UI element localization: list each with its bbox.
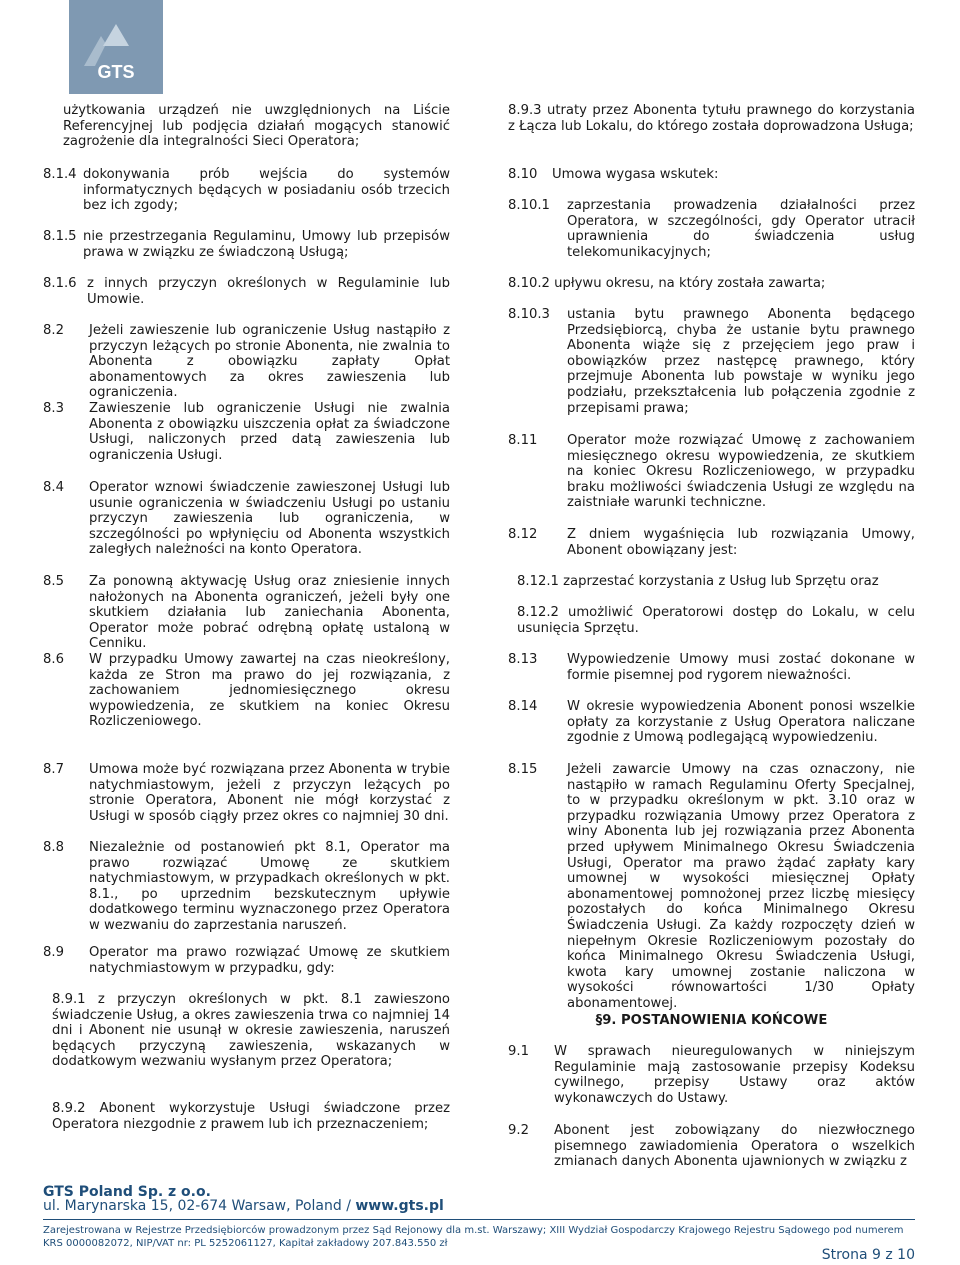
- paragraph-text: Zawieszenie lub ograniczenie Usługi nie zwalnia Abonenta z obowiązku uiszczenia opłat za świadczone Usługi, naliczonych przed datą zawieszenia lub ograniczenia Usługi.: [89, 401, 450, 463]
- item-number: 8.3: [43, 401, 64, 416]
- list-item: [508, 307, 915, 416]
- paragraph-text: Jeżeli zawieszenie lub ograniczenie Usług nastąpiło z przyczyn leżących po stronie Abonenta, nie zwalnia to Abonenta z obowiązku zapłaty Opłat abonamentowych za okres zawieszenia lub ograniczenia.: [89, 323, 450, 401]
- list-item: [43, 992, 450, 1070]
- list-item: [43, 652, 450, 730]
- paragraph-text: Operator może rozwiązać Umowę z zachowaniem miesięcznego okresu wypowiedzenia, ze skutkiem na koniec Okresu Rozliczeniowego, w przypadku braku możliwości świadczenia Usługi ze względu na zaistniałe warunki techniczne.: [567, 433, 915, 511]
- paragraph-text: Operator wznowi świadczenie zawieszonej Usługi lub usunie ograniczenia w świadczeniu Usługi po ustaniu przyczyn zawieszenia lub ograniczenia, w szczególności po wpłynięciu od Abonenta wszystkich zaległych należności na konto Operatora.: [89, 480, 450, 558]
- paragraph-text: Z dniem wygaśnięcia lub rozwiązania Umowy, Abonent obowiązany jest:: [567, 527, 915, 558]
- item-number: 8.10.3: [508, 307, 550, 322]
- item-number: 8.6: [43, 652, 64, 667]
- paragraph-text: Za ponowną aktywację Usług oraz zniesienie innych nałożonych na Abonenta ograniczeń, jeżeli były one skutkiem działania lub zaniechania Abonenta, Operator może pobrać odrębną opłatę ustaloną w Cenniku.: [89, 574, 450, 652]
- list-item: [508, 1044, 915, 1106]
- item-number: 8.5: [43, 574, 64, 589]
- item-number: 8.1.6: [43, 276, 77, 291]
- item-number: 8.8: [43, 840, 64, 855]
- paragraph-text: Umowa wygasa wskutek:: [552, 167, 719, 182]
- footer-website-link[interactable]: www.gts.pl: [355, 1198, 444, 1214]
- paragraph-text: 8.9.3 utraty przez Abonenta tytułu prawnego do korzystania z Łącza lub Lokalu, do którego została doprowadzona Usługa;: [508, 103, 915, 134]
- list-item: [43, 574, 450, 652]
- footer-divider: [43, 1219, 915, 1220]
- list-item: [43, 945, 450, 976]
- paragraph-text: Jeżeli zawarcie Umowy na czas oznaczony, nie nastąpiło w ramach Regulaminu Oferty Specjalnej, to w przypadku określonym w pkt. 3.10 oraz w przypadku rozwiązania Umowy przez Operatora z winy Abonenta lub jej rozwiązania przez Abonenta przed upływem Minimalnego Okresu Świadczenia Usługi, Operator ma prawo żądać zapłaty kary umownej w wysokości miesięcznej Opłaty abonamentowej pomnożonej przez liczbę miesięcy pozostałych do końca Minimalnego Okresu Świadczenia Usługi. Za każdy rozpoczęty dzień w niepełnym Okresie Rozliczeniowym pozostały do końca Minimalnego Okresu Świadczenia Usługi, kwota kary umownej zostanie naliczona w wysokości równowartości 1/30 Opłaty abonamentowej.: [567, 762, 915, 1011]
- logo-badge-icon: [69, 0, 163, 94]
- item-number: 8.10.1: [508, 198, 550, 213]
- paragraph-text: zaprzestania prowadzenia działalności przez Operatora, w szczególności, gdy Operator utracił uprawnienia do świadczenia usług telekomunikacyjnych;: [567, 198, 915, 260]
- paragraph-text: dokonywania prób wejścia do systemów informatycznych będących w posiadaniu osób trzecich bez ich zgody;: [83, 167, 450, 214]
- paragraph-text: W okresie wypowiedzenia Abonent ponosi wszelkie opłaty za korzystanie z Usług Operatora naliczane zgodnie z Umową podlegającą wypowiedzeniu.: [567, 699, 915, 746]
- item-number: 8.1.4: [43, 167, 77, 182]
- list-item: [43, 480, 450, 558]
- list-item: [43, 1101, 450, 1132]
- paragraph-text: Niezależnie od postanowień pkt 8.1, Operator ma prawo rozwiązać Umowę ze skutkiem natychmiastowym, w przypadkach określonych w pkt. 8.1., po uprzednim bezskutecznym upływie dodatkowego terminu wyznaczonego przez Operatora w wezwaniu do zaprzestania naruszeń.: [89, 840, 450, 933]
- list-item: [508, 527, 915, 558]
- list-item: [43, 762, 450, 824]
- list-item: [508, 103, 915, 134]
- list-item: [43, 323, 450, 401]
- item-number: 8.12: [508, 527, 538, 542]
- footer-company-name: GTS Poland Sp. z o.o.: [43, 1184, 211, 1200]
- paragraph-text: ustania bytu prawnego Abonenta będącego Przedsiębiorcą, chyba że ustanie bytu prawnego Abonenta wiąże się z przejęciem jego praw i obowiązków przez następcę prawnego, który przejmuje Abonenta lub powstaje w wyniku jego podziału, przekształcenia lub połączenia zgodnie z przepisami prawa;: [567, 307, 915, 416]
- list-item: [508, 574, 915, 590]
- list-item: [43, 103, 450, 150]
- paragraph-text: Operator ma prawo rozwiązać Umowę ze skutkiem natychmiastowym w przypadku, gdy:: [89, 945, 450, 976]
- page-number: Strona 9 z 10: [821, 1247, 915, 1263]
- paragraph-text: W przypadku Umowy zawartej na czas nieokreślony, każda ze Stron ma prawo do jej rozwiązania, z zachowaniem jednomiesięcznego okresu wypowiedzenia, ze skutkiem na koniec Okresu Rozliczeniowego.: [89, 652, 450, 730]
- list-item: [508, 167, 915, 183]
- list-item: [43, 401, 450, 463]
- item-number: 8.15: [508, 762, 538, 777]
- gts-logo: [69, 0, 163, 94]
- list-item: [43, 840, 450, 934]
- paragraph-text: W sprawach nieuregulowanych w niniejszym Regulaminie mają zastosowanie przepisy Kodeksu cywilnego, przepisy Ustawy oraz aktów wykonawczych do Ustawy.: [554, 1044, 915, 1106]
- paragraph-text: Umowa może być rozwiązana przez Abonenta w trybie natychmiastowym, jeżeli z przyczyn leżących po stronie Operatora, Abonent nie mógł korzystać z Usługi w sposób ciągły przez okres co najmniej 30 dni.: [89, 762, 450, 824]
- item-number: 8.2: [43, 323, 64, 338]
- item-number: 9.1: [508, 1044, 529, 1059]
- item-number: 9.2: [508, 1123, 529, 1138]
- paragraph-text: 8.9.2 Abonent wykorzystuje Usługi świadczone przez Operatora niezgodnie z prawem lub ich przeznaczeniem;: [52, 1101, 450, 1132]
- list-item: [508, 276, 915, 292]
- paragraph-text: Wypowiedzenie Umowy musi zostać dokonane w formie pisemnej pod rygorem nieważności.: [567, 652, 915, 683]
- item-number: 8.7: [43, 762, 64, 777]
- paragraph-text: 8.10.2 upływu okresu, na który została zawarta;: [508, 276, 826, 291]
- list-item: [43, 276, 450, 307]
- logo-text: GTS: [97, 62, 135, 82]
- item-number: 8.9: [43, 945, 64, 960]
- item-number: 8.1.5: [43, 229, 77, 244]
- paragraph-text: 8.9.1 z przyczyn określonych w pkt. 8.1 zawieszono świadczenie Usług, a okres zawieszenia trwa co najmniej 14 dni i Abonent nie usunął w okresie zawieszenia, naruszeń będących przyczyną zawieszenia, wskazanych w dodatkowym wezwaniu wysłanym przez Operatora;: [52, 992, 450, 1070]
- item-number: 8.4: [43, 480, 64, 495]
- list-item: [508, 699, 915, 746]
- list-item: [508, 652, 915, 683]
- list-item: [508, 1123, 915, 1170]
- item-number: 8.14: [508, 699, 538, 714]
- item-number: 8.11: [508, 433, 538, 448]
- item-number: 8.13: [508, 652, 538, 667]
- footer-address: [43, 1199, 444, 1215]
- list-item: [508, 198, 915, 260]
- list-item: [508, 605, 915, 636]
- item-number: 8.10: [508, 167, 538, 182]
- paragraph-text: użytkowania urządzeń nie uwzględnionych na Liście Referencyjnej lub podjęcia działań mogących stanowić zagrożenie dla integralności Sieci Operatora;: [63, 103, 450, 150]
- list-item: [508, 762, 915, 1012]
- footer-registry-text: Zarejestrowana w Rejestrze Przedsiębiorców prowadzonym przez Sąd Rejonowy dla m.st. Warszawy; XIII Wydział Gospodarczy Krajowego Rejestru Sądowego pod numerem KRS 0000082072, NIP/VAT nr: PL 5252061127, Kapitał zakładowy 207.843.550 zł: [43, 1225, 904, 1249]
- paragraph-text: 8.12.1 zaprzestać korzystania z Usług lub Sprzętu oraz: [517, 574, 879, 589]
- footer-address-text: ul. Marynarska 15, 02-674 Warsaw, Poland /: [43, 1198, 356, 1214]
- paragraph-text: 8.12.2 umożliwić Operatorowi dostęp do Lokalu, w celu usunięcia Sprzętu.: [517, 605, 915, 636]
- list-item: [43, 229, 450, 260]
- paragraph-text: z innych przyczyn określonych w Regulaminie lub Umowie.: [87, 276, 450, 307]
- list-item: [508, 433, 915, 511]
- paragraph-text: nie przestrzegania Regulaminu, Umowy lub przepisów prawa w związku ze świadczoną Usługą;: [83, 229, 450, 260]
- section-heading: §9. POSTANOWIENIA KOŃCOWE: [595, 1013, 828, 1028]
- list-item: [43, 167, 450, 214]
- paragraph-text: Abonent jest zobowiązany do niezwłocznego pisemnego zawiadomienia Operatora o wszelkich zmianach danych Abonenta ujawnionych w związku z: [554, 1123, 915, 1170]
